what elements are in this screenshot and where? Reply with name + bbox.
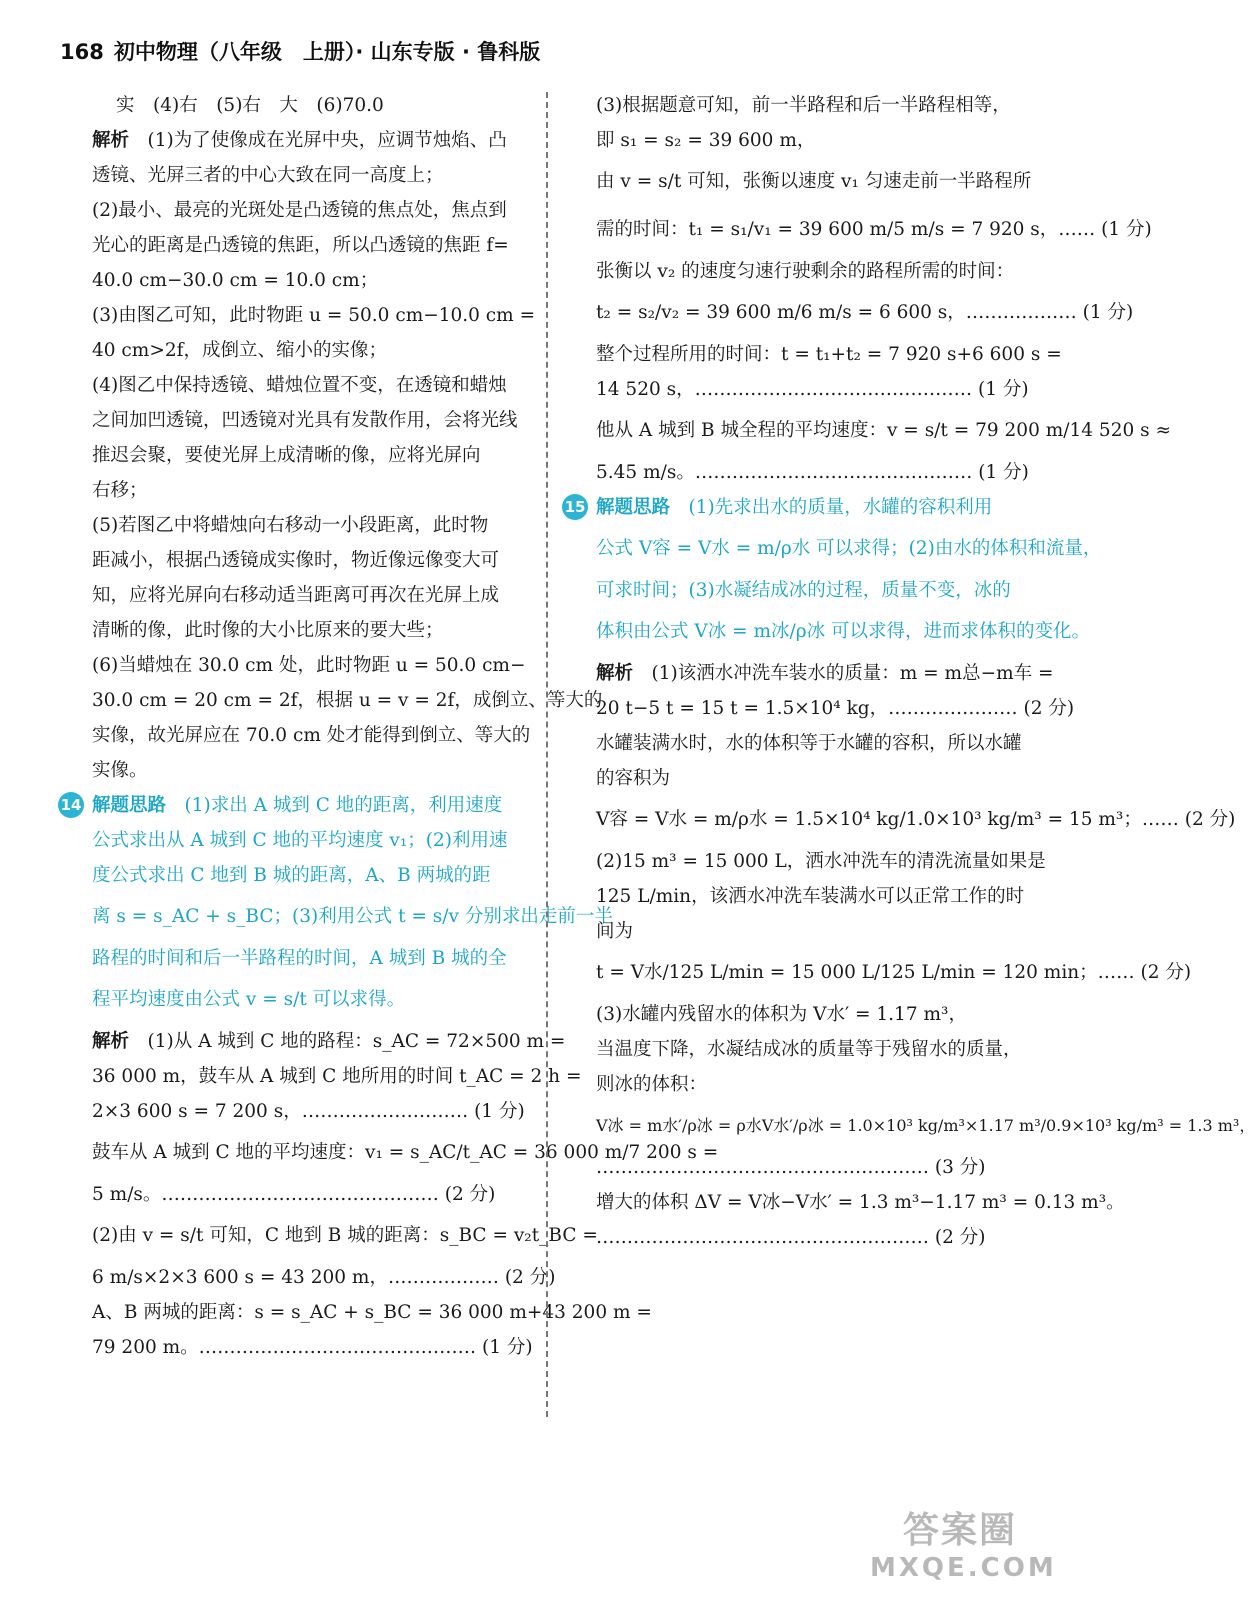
q14-idea-block	[60, 788, 613, 1024]
text-line: 增大的体积 ΔV = V冰−V水′ = 1.3 m³−1.17 m³ = 0.13 m³。	[596, 1192, 1125, 1213]
text-line: (2)最小、最亮的光斑处是凸透镜的焦点处，焦点到	[92, 200, 507, 221]
text-line: 度公式求出 C 地到 B 城的距离，A、B 两城的距	[92, 865, 491, 886]
site-watermark-logo	[870, 1510, 1057, 1590]
text-line: 40 cm>2f，成倒立、缩小的实像；	[92, 340, 387, 361]
text-line: 当温度下降，水凝结成冰的质量等于残留水的质量，	[596, 1039, 1022, 1060]
text-line: 解析 (1)该洒水冲洗车装水的质量：m = m总−m车 =	[596, 663, 1054, 684]
text-line: (3)根据题意可知，前一半路程和后一半路程相等，	[596, 95, 1011, 116]
text-line: (5)若图乙中将蜡烛向右移动一小段距离，此时物	[92, 515, 489, 536]
text-line: 解析 (1)从 A 城到 C 地的路程：s_AC = 72×500 m =	[92, 1031, 566, 1052]
text-line: t = V水/125 L/min = 15 000 L/125 L/min = 120 min；…… (2 分)	[596, 962, 1192, 983]
text-line: 36 000 m，鼓车从 A 城到 C 地所用的时间 t_AC = 2 h =	[92, 1066, 582, 1087]
section-label: 解析	[92, 130, 130, 151]
page-header	[60, 36, 540, 66]
text-line: 推迟会聚，要使光屏上成清晰的像，应将光屏向	[92, 445, 481, 466]
text-line: 离 s = s_AC + s_BC；(3)利用公式 t = s/v 分别求出走前一半	[92, 906, 613, 927]
column-divider	[546, 92, 548, 1417]
text-line: (4)图乙中保持透镜、蜡烛位置不变，在透镜和蜡烛	[92, 375, 507, 396]
text-line: 20 t−5 t = 15 t = 1.5×10⁴ kg，………………… (2 分)	[596, 698, 1075, 719]
text-line: 解题思路 (1)先求出水的质量，水罐的容积利用	[596, 497, 993, 518]
q15-solution-block	[596, 656, 1255, 1255]
text-line: 鼓车从 A 城到 C 地的平均速度：v₁ = s_AC/t_AC = 36 000 m/7 200 s =	[92, 1142, 719, 1163]
text-line: 79 200 m。……………………………………… (1 分)	[92, 1337, 533, 1358]
text-line: (2)15 m³ = 15 000 L，洒水冲洗车的清洗流量如果是	[596, 851, 1046, 872]
text-line: 他从 A 城到 B 城全程的平均速度：v = s/t = 79 200 m/14 520 s ≈	[596, 420, 1171, 441]
text-line: 125 L/min，该洒水冲洗车装满水可以正常工作的时	[596, 886, 1025, 907]
text-line: 的容积为	[596, 768, 671, 789]
text-line: V冰 = m水′/ρ冰 = ρ水V水′/ρ冰 = 1.0×10³ kg/m³×1.17 m³/0.9×10³ kg/m³ = 1.3 m³，	[596, 1116, 1255, 1135]
page-number: 168	[60, 40, 104, 64]
text-line: 30.0 cm = 20 cm = 2f，根据 u = v = 2f，成倒立、等大的	[92, 690, 603, 711]
text-line: 5 m/s。……………………………………… (2 分)	[92, 1184, 496, 1205]
section-label: 解析	[596, 663, 634, 684]
text-line: 14 520 s，……………………………………… (1 分)	[596, 379, 1029, 400]
text-line: 距减小，根据凸透镜成实像时，物近像远像变大可	[92, 550, 500, 571]
text-line: 间为	[596, 921, 634, 942]
text-line: A、B 两城的距离：s = s_AC + s_BC = 36 000 m+43 200 m =	[92, 1302, 652, 1323]
text-line: 实像。	[92, 760, 148, 781]
text-line: (3)水罐内残留水的体积为 V水′ = 1.17 m³，	[596, 1004, 967, 1025]
text-line: 40.0 cm−30.0 cm = 10.0 cm；	[92, 270, 379, 291]
text-line: 体积由公式 V冰 = m冰/ρ冰 可以求得，进而求体积的变化。	[596, 621, 1091, 642]
text-line: 由 v = s/t 可知，张衡以速度 v₁ 匀速走前一半路程所	[596, 171, 1032, 192]
text-line: t₂ = s₂/v₂ = 39 600 m/6 m/s = 6 600 s，……………… (1 分)	[596, 302, 1134, 323]
text-line: 需的时间：t₁ = s₁/v₁ = 39 600 m/5 m/s = 7 920 s，…… (1 分)	[596, 219, 1152, 240]
text-line: (2)由 v = s/t 可知，C 地到 B 城的距离：s_BC = v₂t_BC =	[92, 1225, 598, 1246]
text-line: (6)当蜡烛在 30.0 cm 处，此时物距 u = 50.0 cm−	[92, 655, 526, 676]
text-line: 整个过程所用的时间：t = t₁+t₂ = 7 920 s+6 600 s =	[596, 344, 1062, 365]
text-line: 清晰的像，此时像的大小比原来的要大些；	[92, 620, 444, 641]
question-number-badge: 14	[58, 792, 84, 818]
text-line: 光心的距离是凸透镜的焦距，所以凸透镜的焦距 f=	[92, 235, 509, 256]
text-line: 公式 V容 = V水 = m/ρ水 可以求得；(2)由水的体积和流量，	[596, 538, 1102, 559]
book-title: 初中物理（八年级 上册）· 山东专版 · 鲁科版	[113, 40, 541, 64]
section-label: 解题思路	[596, 497, 671, 518]
q15-idea-block	[564, 490, 1102, 656]
text-line: 公式求出从 A 城到 C 地的平均速度 v₁；(2)利用速	[92, 830, 508, 851]
text-line: 张衡以 v₂ 的速度匀速行驶剩余的路程所需的时间：	[596, 261, 1015, 282]
text-line: 可求时间；(3)水凝结成冰的过程，质量不变，冰的	[596, 580, 1011, 601]
text-line: 5.45 m/s。……………………………………… (1 分)	[596, 462, 1029, 483]
text-line: 6 m/s×2×3 600 s = 43 200 m，……………… (2 分)	[92, 1267, 556, 1288]
text-line: 路程的时间和后一半路程的时间，A 城到 B 城的全	[92, 948, 507, 969]
text-line: 右移；	[92, 480, 148, 501]
text-line: ……………………………………………… (2 分)	[596, 1227, 986, 1248]
q14-continued-block	[596, 88, 1171, 490]
text-line: 知，应将光屏向右移动适当距离可再次在光屏上成	[92, 585, 500, 606]
text-line: 程平均速度由公式 v = s/t 可以求得。	[92, 989, 406, 1010]
text-line: ……………………………………………… (3 分)	[596, 1157, 986, 1178]
text-line: 实 (4)右 (5)右 大 (6)70.0	[116, 95, 384, 116]
text-line: 之间加凹透镜，凹透镜对光具有发散作用，会将光线	[92, 410, 518, 431]
text-line: 实像，故光屏应在 70.0 cm 处才能得到倒立、等大的	[92, 725, 531, 746]
text-line: V容 = V水 = m/ρ水 = 1.5×10⁴ kg/1.0×10³ kg/m³ = 15 m³；…… (2 分)	[596, 809, 1236, 830]
text-line: 透镜、光屏三者的中心大致在同一高度上；	[92, 165, 444, 186]
text-line: (3)由图乙可知，此时物距 u = 50.0 cm−10.0 cm =	[92, 305, 536, 326]
text-line: 则冰的体积：	[596, 1074, 708, 1095]
watermark-url: MXQE.COM	[870, 1553, 1057, 1583]
text-line: 即 s₁ = s₂ = 39 600 m，	[596, 130, 816, 151]
text-line: 解题思路 (1)求出 A 城到 C 地的距离，利用速度	[92, 795, 503, 816]
question-number-badge: 15	[562, 494, 588, 520]
section-label: 解析	[92, 1031, 130, 1052]
section-label: 解题思路	[92, 795, 167, 816]
text-line: 2×3 600 s = 7 200 s，……………………… (1 分)	[92, 1101, 525, 1122]
watermark-text: 答案圈	[902, 1510, 1017, 1551]
text-line: 解析 (1)为了使像成在光屏中央，应调节烛焰、凸	[92, 130, 507, 151]
text-line: 水罐装满水时，水的体积等于水罐的容积，所以水罐	[596, 733, 1022, 754]
right-column	[564, 88, 1255, 1255]
